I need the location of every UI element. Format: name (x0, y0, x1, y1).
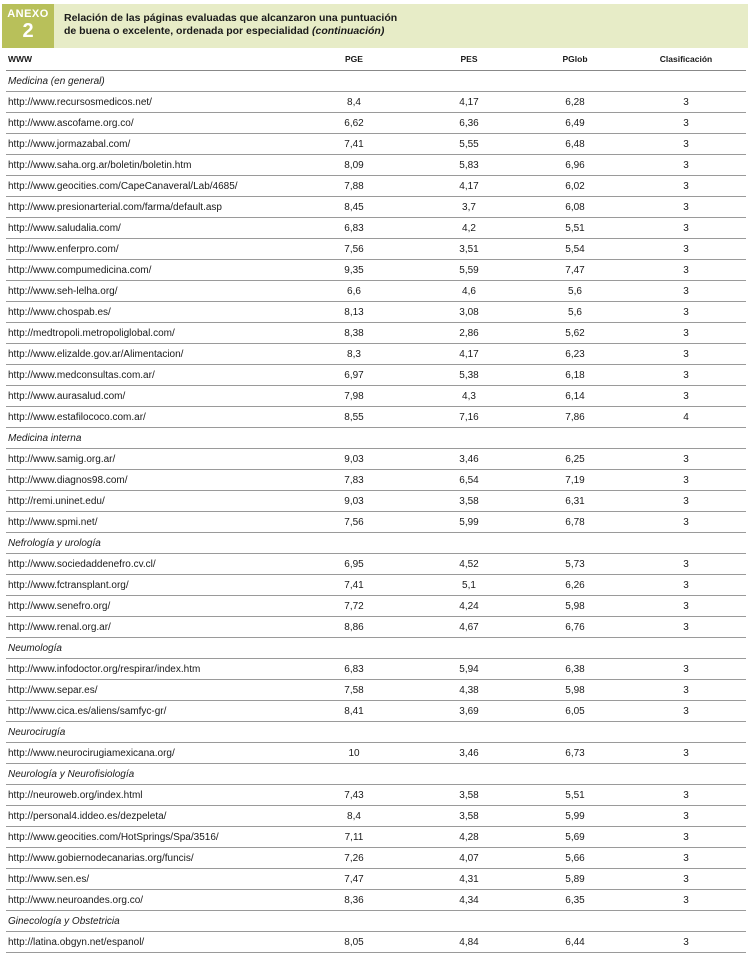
pglob-cell: 5,62 (524, 323, 626, 344)
url-cell: http://www.samig.org.ar/ (6, 449, 294, 470)
clasificacion-cell: 3 (626, 281, 746, 302)
url-cell: http://www.diagnos98.com/ (6, 470, 294, 491)
url-cell: http://www.separ.es/ (6, 680, 294, 701)
pglob-cell: 7,86 (524, 407, 626, 428)
url-cell: http://www.spmi.net/ (6, 512, 294, 533)
clasificacion-cell: 3 (626, 470, 746, 491)
pglob-cell: 6,14 (524, 386, 626, 407)
pglob-cell: 6,31 (524, 491, 626, 512)
col-header-pes: PES (414, 48, 524, 71)
pge-cell: 6,6 (294, 281, 414, 302)
url-cell: http://www.geocities.com/HotSprings/Spa/3516/ (6, 827, 294, 848)
section-row (6, 428, 746, 449)
url-cell: http://neuroweb.org/index.html (6, 785, 294, 806)
section-title: Neurología y Neurofisiología (6, 764, 746, 785)
pglob-cell: 5,69 (524, 827, 626, 848)
clasificacion-cell: 3 (626, 659, 746, 680)
section-title: Neurocirugía (6, 722, 746, 743)
clasificacion-cell: 3 (626, 554, 746, 575)
section-title: Nefrología y urología (6, 533, 746, 554)
pes-cell: 4,17 (414, 176, 524, 197)
pglob-cell: 6,25 (524, 449, 626, 470)
pge-cell: 7,56 (294, 239, 414, 260)
pglob-cell: 5,6 (524, 281, 626, 302)
url-cell: http://www.estafilococo.com.ar/ (6, 407, 294, 428)
url-cell: http://www.saha.org.ar/boletin/boletin.htm (6, 155, 294, 176)
url-cell: http://personal4.iddeo.es/dezpeleta/ (6, 806, 294, 827)
pes-cell: 3,69 (414, 701, 524, 722)
table-body (6, 71, 746, 953)
pge-cell: 7,72 (294, 596, 414, 617)
clasificacion-cell: 3 (626, 575, 746, 596)
title-line-1: Relación de las páginas evaluadas que alcanzaron una puntuación (64, 12, 398, 24)
table-row (6, 701, 746, 722)
pge-cell: 7,88 (294, 176, 414, 197)
url-cell: http://latina.obgyn.net/espanol/ (6, 932, 294, 953)
pge-cell: 8,55 (294, 407, 414, 428)
pes-cell: 4,07 (414, 848, 524, 869)
pes-cell: 5,38 (414, 365, 524, 386)
pes-cell: 6,54 (414, 470, 524, 491)
clasificacion-cell: 3 (626, 848, 746, 869)
clasificacion-cell: 3 (626, 386, 746, 407)
pge-cell: 9,35 (294, 260, 414, 281)
pglob-cell: 5,98 (524, 680, 626, 701)
url-cell: http://www.chospab.es/ (6, 302, 294, 323)
url-cell: http://www.medconsultas.com.ar/ (6, 365, 294, 386)
table-row (6, 176, 746, 197)
clasificacion-cell: 3 (626, 512, 746, 533)
sites-table (6, 48, 746, 953)
pge-cell: 6,97 (294, 365, 414, 386)
clasificacion-cell: 3 (626, 932, 746, 953)
table-row (6, 344, 746, 365)
col-header-pglob: PGlob (524, 48, 626, 71)
pes-cell: 3,46 (414, 449, 524, 470)
title-continuation: (continuación) (312, 25, 385, 37)
pge-cell: 8,86 (294, 617, 414, 638)
url-cell: http://www.fctransplant.org/ (6, 575, 294, 596)
clasificacion-cell: 3 (626, 491, 746, 512)
pes-cell: 4,6 (414, 281, 524, 302)
table-row (6, 113, 746, 134)
table-row (6, 302, 746, 323)
url-cell: http://www.neurocirugiamexicana.org/ (6, 743, 294, 764)
pge-cell: 8,4 (294, 806, 414, 827)
pge-cell: 8,05 (294, 932, 414, 953)
clasificacion-cell: 3 (626, 890, 746, 911)
clasificacion-cell: 3 (626, 743, 746, 764)
title-line-2 (64, 25, 397, 38)
pes-cell: 4,17 (414, 92, 524, 113)
pglob-cell: 6,08 (524, 197, 626, 218)
pge-cell: 8,4 (294, 92, 414, 113)
table-row (6, 218, 746, 239)
pglob-cell: 6,23 (524, 344, 626, 365)
pes-cell: 3,58 (414, 491, 524, 512)
pge-cell: 7,98 (294, 386, 414, 407)
url-cell: http://remi.uninet.edu/ (6, 491, 294, 512)
clasificacion-cell: 3 (626, 680, 746, 701)
pes-cell: 3,08 (414, 302, 524, 323)
url-cell: http://www.aurasalud.com/ (6, 386, 294, 407)
pge-cell: 8,45 (294, 197, 414, 218)
clasificacion-cell: 3 (626, 113, 746, 134)
url-cell: http://www.elizalde.gov.ar/Alimentacion/ (6, 344, 294, 365)
table-row (6, 323, 746, 344)
pge-cell: 9,03 (294, 491, 414, 512)
pes-cell: 5,83 (414, 155, 524, 176)
pglob-cell: 5,51 (524, 785, 626, 806)
pge-cell: 6,95 (294, 554, 414, 575)
table-row (6, 554, 746, 575)
pes-cell: 4,24 (414, 596, 524, 617)
table-row (6, 386, 746, 407)
clasificacion-cell: 3 (626, 617, 746, 638)
pes-cell: 5,55 (414, 134, 524, 155)
pglob-cell: 6,96 (524, 155, 626, 176)
table-row (6, 155, 746, 176)
pge-cell: 7,43 (294, 785, 414, 806)
clasificacion-cell: 3 (626, 92, 746, 113)
url-cell: http://www.recursosmedicos.net/ (6, 92, 294, 113)
pes-cell: 3,58 (414, 806, 524, 827)
url-cell: http://medtropoli.metropoliglobal.com/ (6, 323, 294, 344)
table-row (6, 575, 746, 596)
pglob-cell: 6,76 (524, 617, 626, 638)
clasificacion-cell: 3 (626, 218, 746, 239)
annex-header (2, 4, 748, 48)
pge-cell: 7,83 (294, 470, 414, 491)
pglob-cell: 6,26 (524, 575, 626, 596)
clasificacion-cell: 3 (626, 827, 746, 848)
url-cell: http://www.cica.es/aliens/samfyc-gr/ (6, 701, 294, 722)
table-row (6, 806, 746, 827)
pglob-cell: 6,73 (524, 743, 626, 764)
clasificacion-cell: 3 (626, 197, 746, 218)
pes-cell: 4,28 (414, 827, 524, 848)
pes-cell: 3,46 (414, 743, 524, 764)
pglob-cell: 5,54 (524, 239, 626, 260)
clasificacion-cell: 3 (626, 869, 746, 890)
clasificacion-cell: 3 (626, 365, 746, 386)
url-cell: http://www.seh-lelha.org/ (6, 281, 294, 302)
table-row (6, 491, 746, 512)
clasificacion-cell: 3 (626, 344, 746, 365)
pglob-cell: 6,05 (524, 701, 626, 722)
pglob-cell: 5,89 (524, 869, 626, 890)
pge-cell: 7,56 (294, 512, 414, 533)
pglob-cell: 5,73 (524, 554, 626, 575)
pglob-cell: 5,66 (524, 848, 626, 869)
pglob-cell: 6,35 (524, 890, 626, 911)
pge-cell: 9,03 (294, 449, 414, 470)
pge-cell: 8,3 (294, 344, 414, 365)
pglob-cell: 7,19 (524, 470, 626, 491)
url-cell: http://www.presionarterial.com/farma/default.asp (6, 197, 294, 218)
pge-cell: 7,41 (294, 134, 414, 155)
table-row (6, 869, 746, 890)
pglob-cell: 5,6 (524, 302, 626, 323)
clasificacion-cell: 3 (626, 260, 746, 281)
clasificacion-cell: 3 (626, 701, 746, 722)
table-row (6, 848, 746, 869)
pes-cell: 4,3 (414, 386, 524, 407)
annex-number: 2 (22, 20, 34, 42)
pge-cell: 6,83 (294, 218, 414, 239)
section-row (6, 764, 746, 785)
clasificacion-cell: 3 (626, 155, 746, 176)
table-row (6, 239, 746, 260)
url-cell: http://www.enferpro.com/ (6, 239, 294, 260)
pglob-cell: 7,47 (524, 260, 626, 281)
pes-cell: 5,99 (414, 512, 524, 533)
pge-cell: 6,62 (294, 113, 414, 134)
pes-cell: 3,7 (414, 197, 524, 218)
pge-cell: 8,13 (294, 302, 414, 323)
pge-cell: 7,58 (294, 680, 414, 701)
table-row (6, 932, 746, 953)
col-header-pge: PGE (294, 48, 414, 71)
clasificacion-cell: 3 (626, 134, 746, 155)
pglob-cell: 6,18 (524, 365, 626, 386)
pge-cell: 7,47 (294, 869, 414, 890)
pes-cell: 6,36 (414, 113, 524, 134)
pes-cell: 4,38 (414, 680, 524, 701)
table-row (6, 470, 746, 491)
clasificacion-cell: 3 (626, 323, 746, 344)
pge-cell: 10 (294, 743, 414, 764)
pes-cell: 7,16 (414, 407, 524, 428)
pglob-cell: 6,49 (524, 113, 626, 134)
table-row (6, 449, 746, 470)
pes-cell: 5,59 (414, 260, 524, 281)
url-cell: http://www.gobiernodecanarias.org/funcis/ (6, 848, 294, 869)
pes-cell: 4,2 (414, 218, 524, 239)
table-row (6, 512, 746, 533)
clasificacion-cell: 3 (626, 302, 746, 323)
table-row (6, 92, 746, 113)
table-row (6, 260, 746, 281)
table-row (6, 659, 746, 680)
annex-label: ANEXO (7, 8, 49, 20)
url-cell: http://www.infodoctor.org/respirar/index.htm (6, 659, 294, 680)
annex-badge (2, 4, 54, 48)
url-cell: http://www.senefro.org/ (6, 596, 294, 617)
table-row (6, 281, 746, 302)
pes-cell: 5,1 (414, 575, 524, 596)
table-row (6, 617, 746, 638)
section-title: Ginecología y Obstetricia (6, 911, 746, 932)
url-cell: http://www.neuroandes.org.co/ (6, 890, 294, 911)
table-row (6, 680, 746, 701)
url-cell: http://www.saludalia.com/ (6, 218, 294, 239)
url-cell: http://www.sociedaddenefro.cv.cl/ (6, 554, 294, 575)
url-cell: http://www.compumedicina.com/ (6, 260, 294, 281)
section-row (6, 71, 746, 92)
table-row (6, 827, 746, 848)
section-title: Medicina (en general) (6, 71, 746, 92)
clasificacion-cell: 3 (626, 806, 746, 827)
table-row (6, 407, 746, 428)
pes-cell: 3,51 (414, 239, 524, 260)
table-row (6, 596, 746, 617)
pge-cell: 7,11 (294, 827, 414, 848)
url-cell: http://www.renal.org.ar/ (6, 617, 294, 638)
table-header-row (6, 48, 746, 71)
clasificacion-cell: 4 (626, 407, 746, 428)
pglob-cell: 6,44 (524, 932, 626, 953)
pes-cell: 4,67 (414, 617, 524, 638)
clasificacion-cell: 3 (626, 176, 746, 197)
pge-cell: 7,26 (294, 848, 414, 869)
pge-cell: 8,36 (294, 890, 414, 911)
table-title (64, 12, 397, 38)
pge-cell: 6,83 (294, 659, 414, 680)
pge-cell: 8,09 (294, 155, 414, 176)
pge-cell: 8,38 (294, 323, 414, 344)
pes-cell: 4,34 (414, 890, 524, 911)
pes-cell: 4,17 (414, 344, 524, 365)
pes-cell: 4,31 (414, 869, 524, 890)
pglob-cell: 6,38 (524, 659, 626, 680)
table-row (6, 365, 746, 386)
pes-cell: 4,52 (414, 554, 524, 575)
pglob-cell: 6,28 (524, 92, 626, 113)
clasificacion-cell: 3 (626, 239, 746, 260)
clasificacion-cell: 3 (626, 596, 746, 617)
section-row (6, 533, 746, 554)
section-title: Medicina interna (6, 428, 746, 449)
pglob-cell: 6,78 (524, 512, 626, 533)
url-cell: http://www.geocities.com/CapeCanaveral/Lab/4685/ (6, 176, 294, 197)
pglob-cell: 5,99 (524, 806, 626, 827)
url-cell: http://www.jormazabal.com/ (6, 134, 294, 155)
pes-cell: 4,84 (414, 932, 524, 953)
table-row (6, 743, 746, 764)
section-row (6, 911, 746, 932)
col-header-clasificacion: Clasificación (626, 48, 746, 71)
clasificacion-cell: 3 (626, 449, 746, 470)
pglob-cell: 6,48 (524, 134, 626, 155)
pes-cell: 5,94 (414, 659, 524, 680)
pge-cell: 7,41 (294, 575, 414, 596)
clasificacion-cell: 3 (626, 785, 746, 806)
url-cell: http://www.sen.es/ (6, 869, 294, 890)
pglob-cell: 5,51 (524, 218, 626, 239)
table-row (6, 197, 746, 218)
section-row (6, 638, 746, 659)
section-title: Neumología (6, 638, 746, 659)
pglob-cell: 6,02 (524, 176, 626, 197)
title-line-2-text: de buena o excelente, ordenada por especialidad (64, 25, 310, 37)
table-row (6, 890, 746, 911)
pglob-cell: 5,98 (524, 596, 626, 617)
table-row (6, 134, 746, 155)
pes-cell: 2,86 (414, 323, 524, 344)
table-row (6, 785, 746, 806)
url-cell: http://www.ascofame.org.co/ (6, 113, 294, 134)
pge-cell: 8,41 (294, 701, 414, 722)
col-header-www: WWW (6, 48, 294, 71)
section-row (6, 722, 746, 743)
pes-cell: 3,58 (414, 785, 524, 806)
